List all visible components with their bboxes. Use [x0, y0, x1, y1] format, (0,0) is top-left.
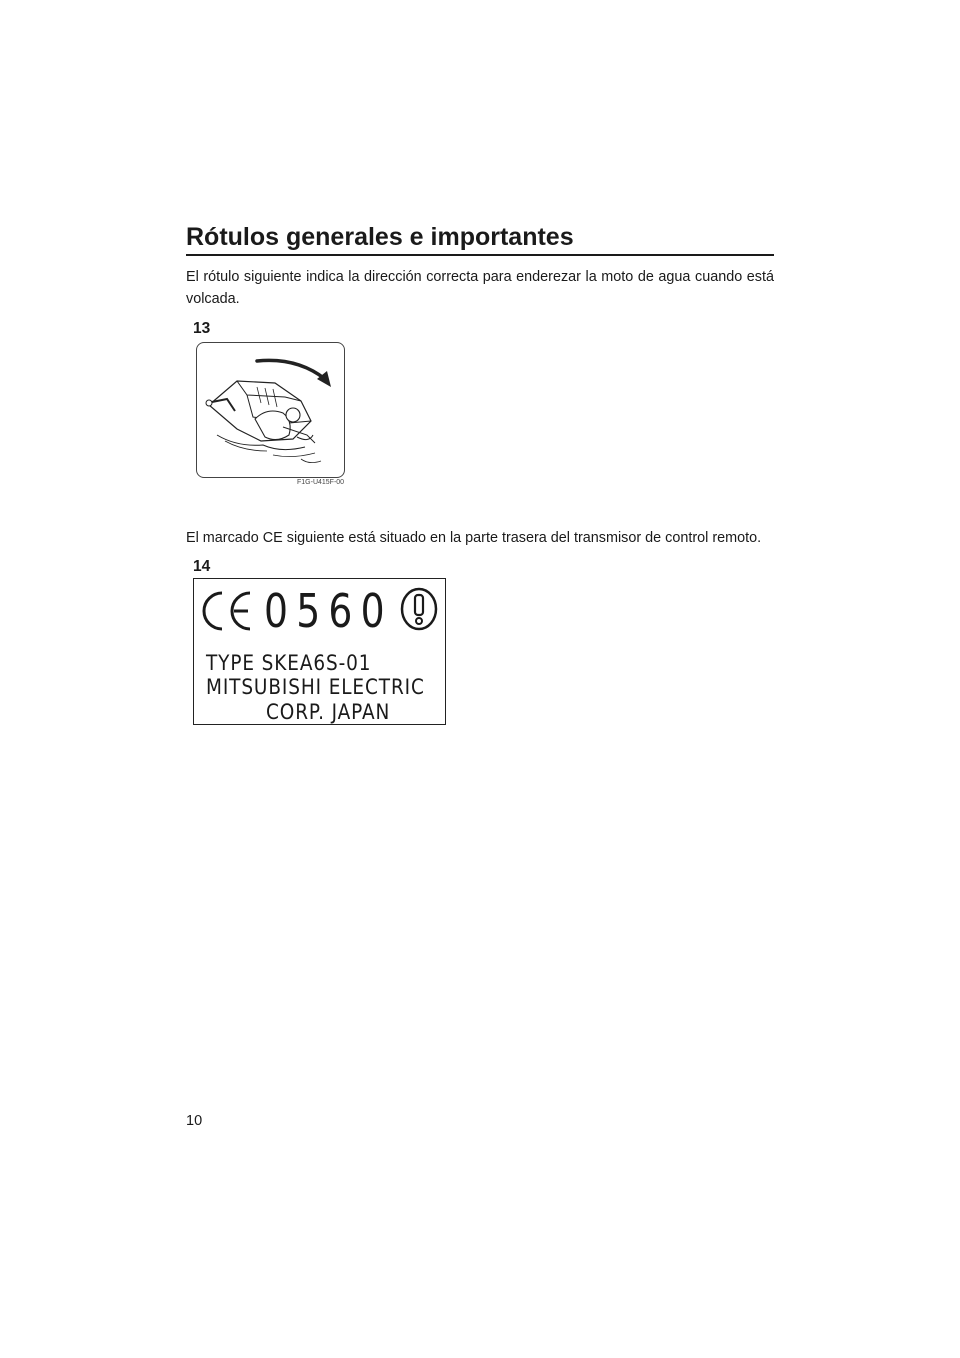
figure-code: F1G-U415F-00	[297, 479, 345, 486]
title-underline	[186, 254, 774, 256]
manufacturer-country: CORP. JAPAN	[266, 700, 391, 724]
notified-body-number: 0560	[264, 584, 393, 638]
figure-number-14: 14	[193, 558, 211, 575]
figure-number-13: 13	[193, 320, 211, 337]
ce-marking-label	[193, 578, 446, 725]
paragraph-ce-marking: El marcado CE siguiente está situado en la parte trasera del transmisor de control remoto.	[186, 530, 762, 546]
page-title: Rótulos generales e importantes	[186, 223, 574, 251]
type-designation: TYPE SKEA6S-01	[206, 651, 372, 675]
ce-mark-icon	[202, 589, 256, 633]
capsize-righting-label	[196, 342, 345, 478]
page-number: 10	[186, 1113, 203, 1129]
alert-sign-icon	[400, 587, 438, 631]
capsized-watercraft-illustration	[197, 343, 344, 477]
paragraph-capsize-label: El rótulo siguiente indica la dirección correcta para enderezar la moto de agua cuando está volcada.	[186, 269, 774, 307]
manufacturer-name: MITSUBISHI ELECTRIC	[206, 675, 425, 699]
